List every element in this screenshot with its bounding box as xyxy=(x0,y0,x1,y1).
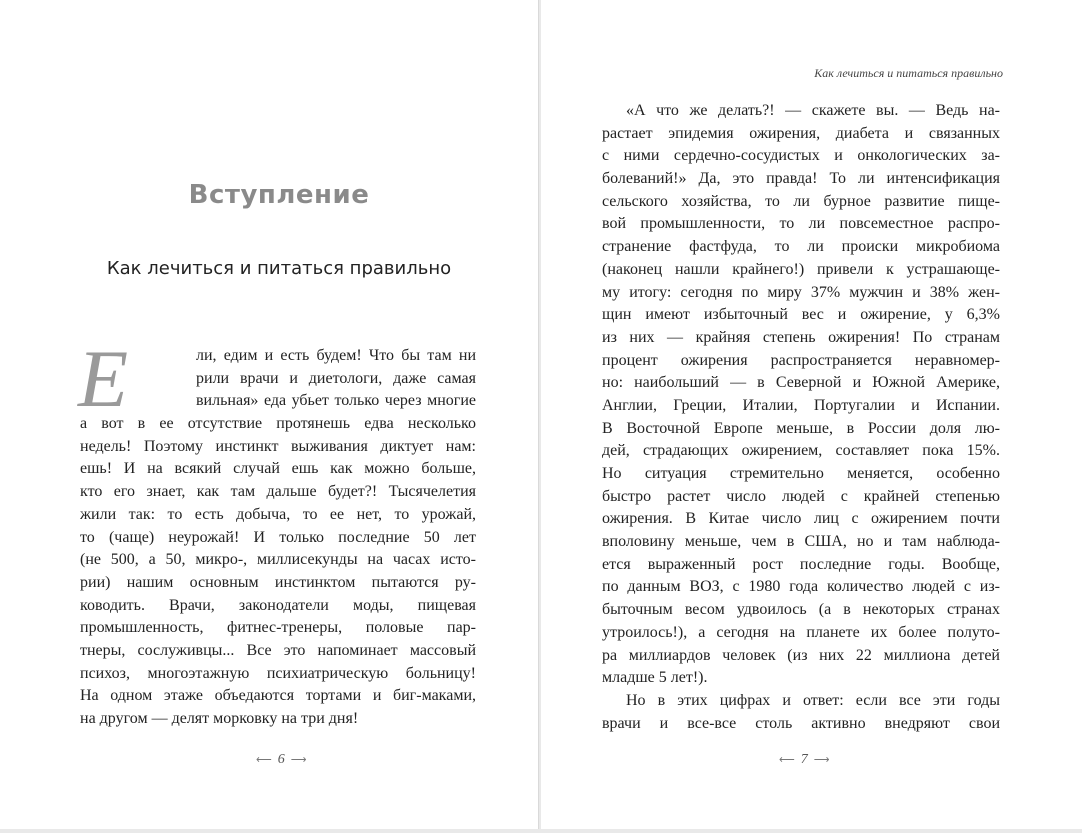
ornament-right-icon: ⟶ xyxy=(813,754,830,766)
text-line: вильная» еда убьет только через многие xyxy=(196,392,476,410)
text-line: На одном этаже объедаются тортами и биг-маками, xyxy=(80,687,476,705)
text-line: Но ситуация стремительно меняется, особенно xyxy=(602,465,1000,482)
text-line: ешь! И на всякий случай ешь как можно больше, xyxy=(80,460,476,478)
running-head: Как лечиться и питаться правильно xyxy=(814,66,1003,80)
text-line: рии) нашим основным инстинктом пытаются ру- xyxy=(80,573,476,591)
left-page xyxy=(0,0,539,829)
page-number: 6 xyxy=(277,752,285,767)
page-number-left xyxy=(250,752,313,768)
text-line: ожирения. В Китае число лиц с ожирением почти xyxy=(602,510,1000,528)
text-line: кто его знает, как там дальше будет?! Тысячелетия xyxy=(80,483,476,501)
text-line: жили так: то есть добыча, то ее нет, то урожай, xyxy=(80,505,476,523)
ornament-left-icon: ⟵ xyxy=(779,754,795,766)
ornament-right-icon: ⟶ xyxy=(290,754,307,766)
text-line: быстро растет число людей с крайней степенью xyxy=(602,487,1000,505)
text-line: по данным ВОЗ, с 1980 года количество людей с из- xyxy=(602,578,1000,596)
text-line: сельского хозяйства, то ли бурное развитие пище- xyxy=(602,192,1000,210)
text-line: рили врачи и диетологи, даже самая xyxy=(196,369,476,387)
text-line: быточным весом удвоилось (а в некоторых странах xyxy=(602,601,1000,619)
page-number: 7 xyxy=(800,752,808,767)
page-number-right xyxy=(773,752,836,768)
text-line: Англии, Греции, Италии, Португалии и Испании. xyxy=(602,396,1000,414)
text-line: щин имеют избыточный вес и ожирение, у 6,3% xyxy=(602,306,1000,324)
text-line: ководить. Врачи, законодатели моды, пищевая xyxy=(80,596,476,614)
text-line: то (чаще) неурожай! И только последние 50 лет xyxy=(80,528,476,546)
text-line: «А что же делать?! — скажете вы. — Ведь на- xyxy=(626,102,1000,119)
left-body-text xyxy=(80,345,476,731)
drop-cap: Е xyxy=(78,333,129,424)
text-line: болеваний!» Да, это правда! То ли интенсификация xyxy=(602,170,1000,188)
text-line: а вот в ее отсутствие протянешь едва несколько xyxy=(80,415,476,433)
text-line: Но в этих цифрах и ответ: если все эти годы xyxy=(626,691,1000,709)
text-line: на другом — делят морковку на три дня! xyxy=(80,710,359,727)
text-line: но: наибольший — в Северной и Южной Америке, xyxy=(602,374,1000,392)
text-line: тнеры, сослуживцы... Все это напоминает массовый xyxy=(80,641,476,659)
text-line: ется выраженный рост последние годы. Вообще, xyxy=(602,555,1000,573)
text-line: (наконец нашли крайнего!) привели к устрашающе- xyxy=(602,260,1000,278)
text-line: ра миллиардов человек (из них 22 миллиона детей xyxy=(602,646,1000,664)
ornament-left-icon: ⟵ xyxy=(256,754,272,766)
text-line: младше 5 лет!). xyxy=(602,669,708,687)
text-line: вполовину меньше, чем в США, но и там наблюда- xyxy=(602,533,1000,551)
text-line: с ними сердечно-сосудистых и онкологических за- xyxy=(602,147,1000,165)
text-line: утроилось!), а сегодня на планете их более полуто- xyxy=(602,623,1000,641)
text-line: дей, страдающих ожирением, составляет пока 15%. xyxy=(602,442,1000,460)
chapter-subtitle: Как лечиться и питаться правильно xyxy=(106,258,452,279)
text-line: вой промышленности, то ли повсеместное распро- xyxy=(602,215,1000,233)
chapter-title: Вступление xyxy=(188,180,370,210)
text-line: из них — крайняя степень ожирения! По странам xyxy=(602,328,1000,346)
text-line: психоз, многоэтажную психиатрическую больницу! xyxy=(80,664,476,682)
text-line: странение фастфуда, то ли происки микробиома xyxy=(602,238,1000,256)
text-line: му итогу: сегодня по миру 37% мужчин и 38% жен- xyxy=(602,283,1000,301)
text-line: В Восточной Европе меньше, в России доля лю- xyxy=(602,419,1000,437)
right-page xyxy=(541,0,1082,829)
text-line: процент ожирения распространяется неравномер- xyxy=(602,351,1000,369)
text-line: промышленность, фитнес-тренеры, половые пар- xyxy=(80,619,476,637)
text-line: ли, едим и есть будем! Что бы там ни xyxy=(196,347,476,364)
right-body-text xyxy=(602,100,1000,735)
text-line: растает эпидемия ожирения, диабета и связанных xyxy=(602,124,1000,142)
text-line: врачи и все-все столь активно внедряют свои xyxy=(602,714,1000,732)
text-line: недель! Поэтому инстинкт выживания диктует нам: xyxy=(80,437,476,455)
text-line: (не 500, а 50, микро-, миллисекунды на часах исто- xyxy=(80,551,476,569)
